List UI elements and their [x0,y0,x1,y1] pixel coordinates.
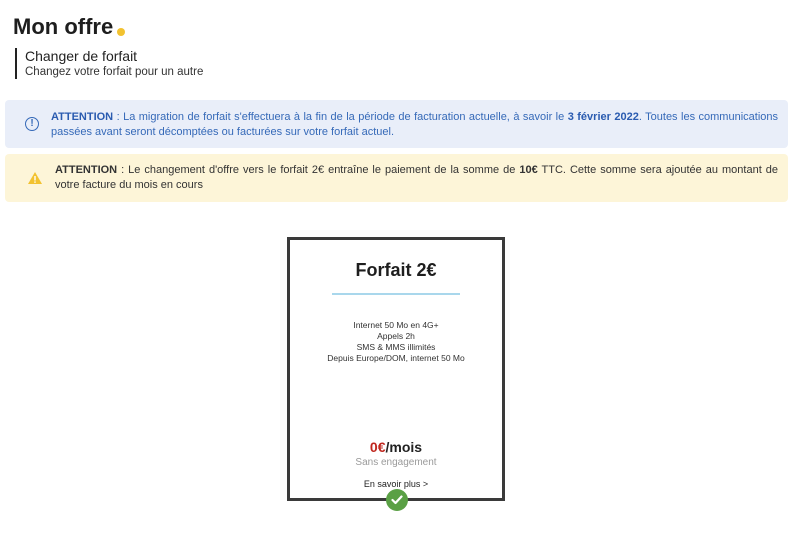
page-title-text: Mon offre [13,14,114,39]
plan-price-amount: 0€ [369,439,386,455]
page-title [13,14,125,40]
info-alert-message [51,111,778,138]
section-title: Changer de forfait [25,48,138,64]
plan-price-unit: /mois [385,439,423,455]
plan-commitment: Sans engagement [355,457,437,468]
plan-price [290,439,502,455]
plan-feature: Depuis Europe/DOM, internet 50 Mo [327,353,465,363]
check-icon [391,495,403,505]
plan-name: Forfait 2€ [355,260,437,280]
plan-features [290,320,502,364]
info-alert [5,100,788,148]
plan-feature: SMS & MMS illimités [356,342,436,352]
warning-alert-amount: 10€ [519,164,538,176]
info-icon: ! [25,117,39,131]
plan-feature: Appels 2h [377,331,415,341]
warning-alert-text-1: : Le changement d'offre vers le forfait 2€ entraîne le paiement de la somme de [117,164,520,176]
plan-card[interactable] [287,237,505,501]
plan-feature: Internet 50 Mo en 4G+ [353,320,439,330]
section-subtitle: Changez votre forfait pour un autre [25,66,204,78]
title-dot-icon [117,28,125,36]
warning-alert-label: ATTENTION [55,164,118,176]
info-alert-text-2: . Toutes les communications passées avant seront décomptées ou facturées sur votre forfait actuel. [51,111,779,138]
info-alert-label: ATTENTION [51,111,114,123]
more-info-link[interactable]: En savoir plus > [363,479,429,489]
info-alert-text-1: : La migration de forfait s'effectuera à la fin de la période de facturation actuelle, à savoir le [113,111,568,123]
info-alert-date: 3 février 2022 [567,111,639,123]
section-header [15,48,203,79]
selected-badge [386,489,408,511]
warning-triangle-icon [27,171,43,185]
warning-alert [5,154,788,202]
warning-alert-text-2: TTC. Cette somme sera ajoutée au montant de votre facture du mois en cours [55,164,778,191]
plan-divider [332,293,460,295]
warning-alert-message [55,164,778,191]
